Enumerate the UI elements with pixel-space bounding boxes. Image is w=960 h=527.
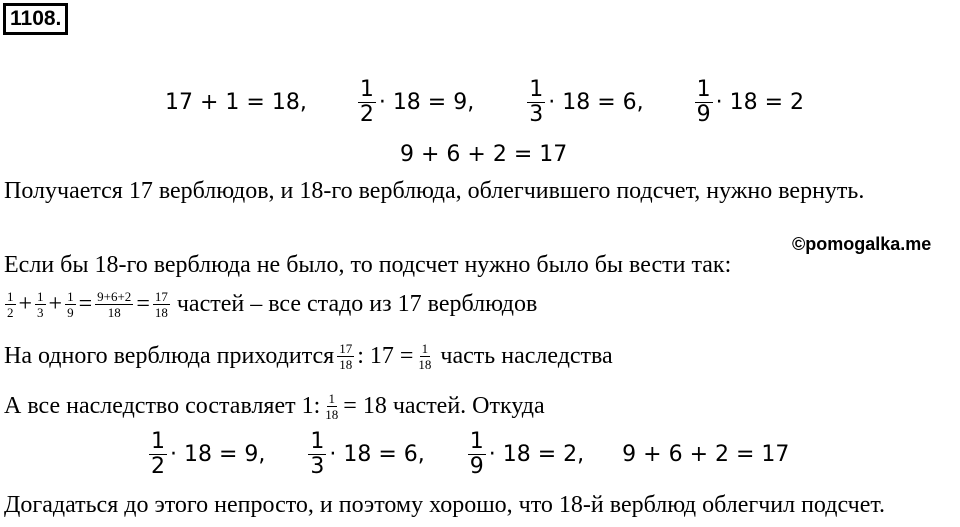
- problem-number: 1108.: [3, 3, 68, 35]
- one-camel-line: [4, 334, 613, 378]
- all-inheritance-line: [4, 384, 545, 428]
- one-camel-text: На одного верблюда приходится: [4, 343, 335, 369]
- fraction: $\frac{1}{9}$: [67, 288, 74, 320]
- fraction: $\frac{17}{18}$: [154, 288, 168, 320]
- equation: · 18 = 6,: [329, 441, 425, 467]
- equation: 17 + 1 = 18,: [165, 89, 307, 115]
- sum-line-text: частей – все стадо из 17 верблюдов: [176, 291, 538, 317]
- equation: · 18 = 6,: [548, 89, 644, 115]
- fraction-sum-line: [2, 282, 537, 326]
- plus-sign: +: [18, 291, 33, 317]
- fraction: $\frac{1}{3}$: [529, 77, 544, 127]
- equals-sign: =: [136, 291, 150, 317]
- division-expression: : 17 =: [357, 343, 414, 369]
- equation: · 18 = 2: [715, 89, 805, 115]
- fraction: $\frac{9+6+2}{18}$: [97, 288, 132, 320]
- fraction: $\frac{1}{9}$: [696, 77, 711, 127]
- all-inheritance-text: А все наследство составляет 1:: [4, 393, 321, 419]
- fraction: $\frac{1}{3}$: [37, 288, 44, 320]
- all-inheritance-tail: = 18 частей. Откуда: [343, 393, 545, 419]
- paragraph-conclusion: Догадаться до этого непросто, и поэтому хорошо, что 18-й верблюд облегчил подсчет.: [4, 492, 886, 518]
- paragraph-if: Если бы 18-го верблюда не было, то подсчет нужно было бы вести так:: [4, 252, 732, 278]
- equation: · 18 = 9,: [170, 441, 266, 467]
- fraction: $\frac{1}{2}$: [359, 77, 374, 127]
- equation-row-1: [165, 78, 804, 127]
- equation: · 18 = 9,: [378, 89, 475, 115]
- fraction: $\frac{1}{2}$: [7, 288, 14, 320]
- equation-row-3: [146, 430, 789, 479]
- fraction: $\frac{1}{3}$: [310, 429, 325, 479]
- equation: 9 + 6 + 2 = 17: [622, 441, 790, 467]
- fraction: $\frac{1}{18}$: [325, 390, 339, 422]
- equation-row-2: 9 + 6 + 2 = 17: [400, 142, 568, 167]
- fraction: $\frac{1}{18}$: [418, 340, 432, 372]
- paragraph-result: Получается 17 верблюдов, и 18-го верблюда, облегчившего подсчет, нужно вернуть.: [4, 178, 865, 204]
- fraction: $\frac{1}{9}$: [469, 429, 484, 479]
- equation: · 18 = 2,: [488, 441, 585, 467]
- equals-sign: =: [78, 291, 93, 317]
- fraction: $\frac{1}{2}$: [151, 429, 165, 479]
- watermark: ©pomogalka.me: [792, 234, 932, 254]
- one-camel-tail: часть наследства: [440, 343, 613, 369]
- plus-sign: +: [48, 291, 63, 317]
- fraction: $\frac{17}{18}$: [339, 340, 353, 372]
